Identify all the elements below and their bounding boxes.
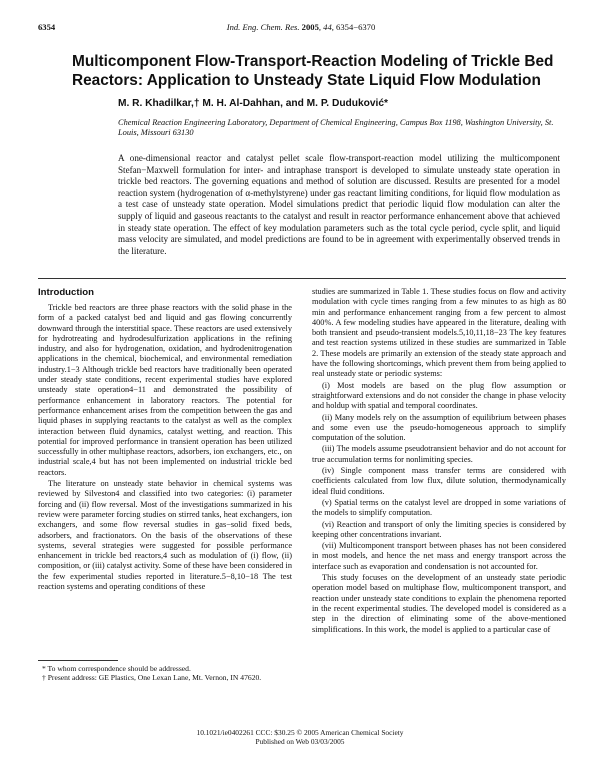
article-title: Multicomponent Flow-Transport-Reaction Modeling of Trickle Bed Reactors: Application to Unsteady State Liquid Flow Modulation (72, 53, 554, 89)
shortcoming-item: (v) Spatial terms on the catalyst level are dropped in some variations of the models to simplify computation. (312, 497, 566, 518)
shortcoming-item: (vii) Multicomponent transport between phases has not been considered in most models, and hence the net mass and energy transport across the interface such as evaporation and condensation is not accounted for. (312, 541, 566, 571)
publication-date: Published on Web 03/03/2005 (255, 737, 345, 747)
body-paragraph: studies are summarized in Table 1. These studies focus on flow and activity modulation with cycle times ranging from a few minutes to as high as 80 min and performance enhancement ranging from a few percent to almost 400%. A few modeling studies have appeared in the literature, dealing with both transient and pseudo-transient models.5,10,11,18−23 The key features and test reaction systems utilized in these studies are summarized in Table 2. These models are primarily an extension of the steady state approach and have the following shortcomings, which prevent them from being applied to real unsteady state or periodic systems: (312, 287, 566, 379)
right-column (312, 287, 566, 636)
shortcoming-item: (vi) Reaction and transport of only the limiting species is considered by keeping other concentrations invariant. (312, 519, 566, 539)
abstract-divider (38, 278, 566, 279)
journal-pages: 6354−6370 (336, 22, 376, 32)
shortcoming-item: (iv) Single component mass transfer terms are considered with coefficients calculated from low flux, dilute solution, thermodynamically ideal fluid conditions. (312, 466, 566, 496)
journal-name: Ind. Eng. Chem. Res. (226, 22, 300, 32)
shortcoming-item: (iii) The models assume pseudotransient behavior and do not account for true accumulation terms for nonlimiting species. (312, 444, 566, 464)
body-paragraph: Trickle bed reactors are three phase reactors with the solid phase in the form of a packed catalyst bed and liquid and gas flowing concurrently downward through the interstitial space. These reactors are used extensively for hydrotreating and hydrodesulfurization applications in the refining industry, and also for hydrogenation, oxidation, and hydrodenitrogenation applications in the chemical, biochemical, and environmental remediation industry.1−3 Although trickle bed reactors have traditionally been operated under steady state conditions, recent experimental studies have explored unsteady state operation4−11 and demonstrated the possibility of performance enhancement in laboratory reactors. The potential for performance enhancement arises from the competition between the gas and liquid phases in supplying reactants to the catalyst as well as the complex interaction between fluid dynamics, catalyst wetting, and reaction. This potential for improved performance in transient operation has been utilized successfully in other multiphase reactors, adsorbers, ion exchangers, etc., on industrial scale,4 but has not been implemented on industrial trickle bed reactors. (38, 303, 292, 477)
body-paragraph: This study focuses on the development of an unsteady state periodic operation model based on multiphase flow, multicomponent transport, and reaction under unsteady state conditions to explain the phenomena reported in the recent experimental studies. The developed model is considered as a step in the direction of eliminating some of the above-mentioned simplifications. In this work, the model is applied to a particular case of (312, 573, 566, 634)
running-header (38, 22, 564, 34)
body-paragraph: The literature on unsteady state behavior in chemical systems was reviewed by Silveston4 and classified into two categories: (i) parameter forcing and (ii) flow reversal. Most of the investigations summarized in his review were parameter forcing studies on stirred tanks, heat exchangers, ion exchangers, and some flow reversal studies in gas−solid fixed beds, adsorbers, and fractionators. On the basis of the observations of these systems, several strategies were suggested for possible performance enhancement in trickle bed reactors,4 such as modulation of (i) flow, (ii) composition, or (iii) catalyst activity. Some of these have been considered in the few experimental studies reported in literature.5−8,10−18 The test reaction systems and operating conditions of these (38, 479, 292, 592)
shortcoming-item: (ii) Many models rely on the assumption of equilibrium between phases and some even use the pseudo-homogeneous approach to simplify computation of the solution. (312, 412, 566, 443)
publication-footer (0, 728, 600, 747)
author-list: M. R. Khadilkar,† M. H. Al-Dahhan, and M. P. Duduković* (118, 98, 389, 109)
shortcoming-item: (i) Most models are based on the plug flow assumption or straightforward extensions and do not consider the change in phase velocity and holdup with spatial and temporal coordinates. (312, 380, 566, 411)
affiliation: Chemical Reaction Engineering Laboratory, Department of Chemical Engineering, Campus Box 1198, Washington University, St. Louis, Missouri 63130 (118, 118, 554, 138)
footnotes (38, 664, 292, 683)
journal-year: 2005 (301, 22, 319, 32)
left-column (38, 287, 292, 593)
journal-citation: Ind. Eng. Chem. Res. 2005, 44, 6354−6370 (226, 22, 376, 32)
journal-volume: 44 (323, 22, 332, 32)
footnote-correspondence: * To whom correspondence should be addressed. (42, 664, 191, 673)
page-number: 6354 (38, 22, 56, 32)
footnote-divider (38, 660, 118, 661)
footnote-present-address: † Present address: GE Plastics, One Lexan Lane, Mt. Vernon, IN 47620. (42, 673, 262, 683)
section-heading-introduction: Introduction (38, 287, 94, 298)
abstract: A one-dimensional reactor and catalyst pellet scale flow-transport-reaction model utilizing the multicomponent Stefan−Maxwell formulation for inter- and intraphase transport is developed to simulate unsteady state operation in trickle bed reactors. The governing equations and method of solution are discussed. Results are presented for a model reaction system (hydrogenation of α-methylstyrene) under gas reactant limiting conditions, for liquid flow modulation as a test case of unsteady state operation. Model simulations predict that periodic liquid flow modulation can alter the supply of liquid and gaseous reactants to the catalyst and result in reactor performance enhancement above that achieved in steady state operation. The effect of key modulation parameters such as the total cycle period, cycle split, and liquid mass velocity are simulated, and model predictions are found to be in agreement with experimentally observed trends in the literature. (118, 153, 560, 256)
doi-copyright: 10.1021/ie0402261 CCC: $30.25 © 2005 American Chemical Society (196, 728, 404, 737)
